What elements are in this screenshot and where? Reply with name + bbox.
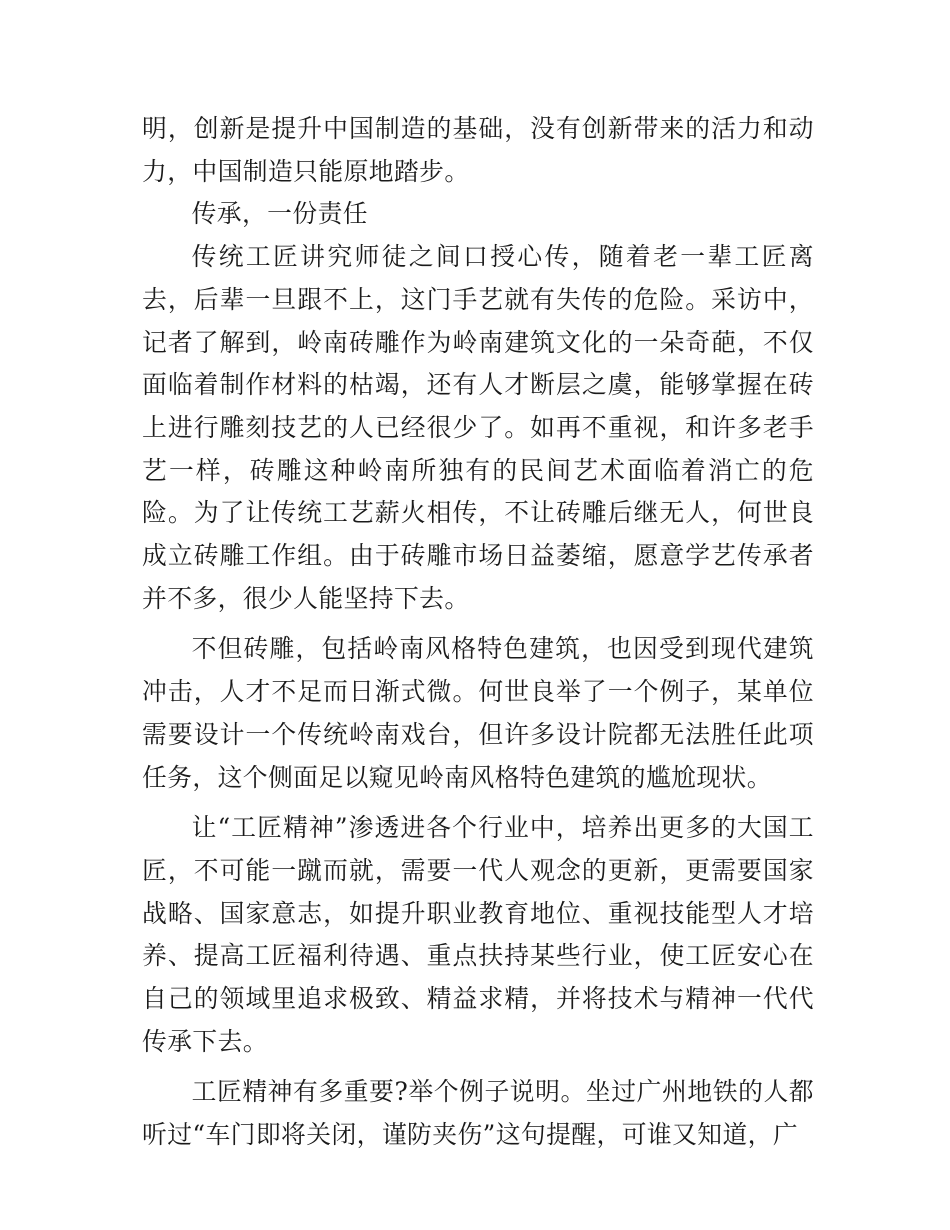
paragraph-example: 工匠精神有多重要?举个例子说明。坐过广州地铁的人都听过“车门即将关闭，谨防夹伤”这句提醒，可谁又知道，广 (142, 1077, 814, 1150)
paragraph-craftsman-spirit: 让“工匠精神”渗透进各个行业中，培养出更多的大国工匠，不可能一蹴而就，需要一代人观念的更新，更需要国家战略、国家意志，如提升职业教育地位、重视技能型人才培养、提高工匠福利待遇、重点扶持某些行业，使工匠安心在自己的领域里追求极致、精益求精，并将技术与精神一代代传承下去。 (142, 813, 814, 1056)
paragraph-continuation: 明，创新是提升中国制造的基础，没有创新带来的活力和动力，中国制造只能原地踏步。 (142, 114, 814, 186)
paragraph-inheritance: 传统工匠讲究师徒之间口授心传，随着老一辈工匠离去，后辈一旦跟不上，这门手艺就有失传的危险。采访中，记者了解到，岭南砖雕作为岭南建筑文化的一朵奇葩，不仅面临着制作材料的枯竭，还有人才断层之虞，能够掌握在砖上进行雕刻技艺的人已经很少了。如再不重视，和许多老手艺一样，砖雕这种岭南所独有的民间艺术面临着消亡的危险。为了让传统工艺薪火相传，不让砖雕后继无人，何世良成立砖雕工作组。由于砖雕市场日益萎缩，愿意学艺传承者并不多，很少人能坚持下去。 (142, 242, 814, 613)
section-heading: 传承，一份责任 (191, 199, 368, 229)
paragraph-architecture: 不但砖雕，包括岭南风格特色建筑，也因受到现代建筑冲击，人才不足而日渐式微。何世良举了一个例子，某单位需要设计一个传统岭南戏台，但许多设计院都无法胜任此项任务，这个侧面足以窥见岭南风格特色建筑的尴尬现状。 (142, 634, 814, 792)
body-text (142, 108, 814, 1157)
